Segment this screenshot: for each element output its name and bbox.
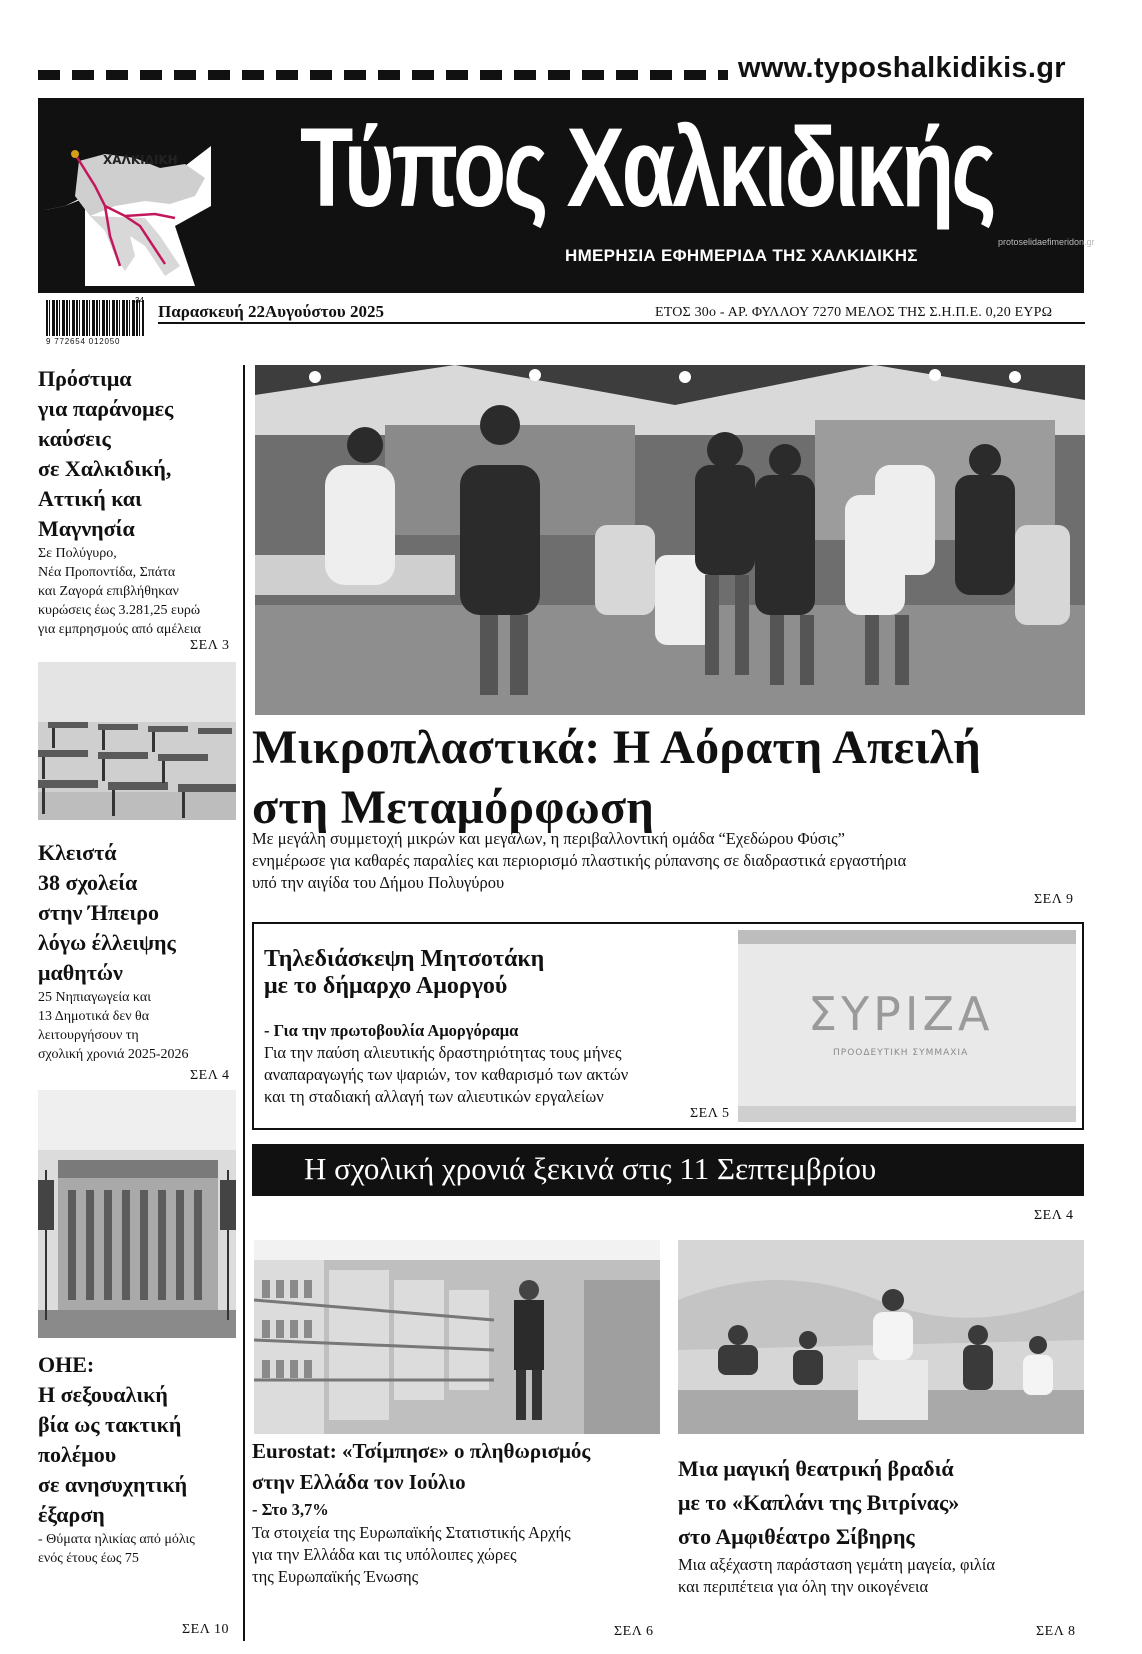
banner-text: Η σχολική χρονιά ξεκινά στις 11 Σεπτεμβρίου: [304, 1151, 877, 1186]
story-summary: Τα στοιχεία της Ευρωπαϊκής Στατιστικής Αρχής για την Ελλάδα και τις υπόλοιπες χώρες της Ευρωπαϊκής Ένωσης: [252, 1523, 571, 1586]
boxed-kicker: - Για την πρωτοβουλία Αμοργόραμα: [264, 1020, 519, 1040]
newspaper-title: Τύπος Χαλκιδικής: [300, 105, 994, 230]
workshop-photo: [255, 365, 1085, 715]
main-headline[interactable]: Μικροπλαστικά: Η Αόρατη Απειλή στη Μεταμόρφωση: [252, 721, 982, 834]
story-summary: Μια αξέχαστη παράσταση γεμάτη μαγεία, φιλία και περιπέτεια για όλη την οικογένεια: [678, 1555, 995, 1596]
header-rule: [158, 322, 1085, 324]
story-headline: ΟΗΕ: Η σεξουαλική βία ως τακτική πολέμου σε ανησυχητική έξαρση: [38, 1352, 188, 1527]
website-url[interactable]: www.typoshalkidikis.gr: [738, 52, 1066, 84]
story-kicker: - Στο 3,7%: [252, 1500, 329, 1519]
syriza-logo-text: ΣΥΡΙΖΑ: [808, 987, 994, 1041]
page-ref: ΣΕΛ 10: [182, 1622, 229, 1637]
story-headline: Πρόστιμα για παράνομες καύσεις σε Χαλκιδική, Αττική και Μαγνησία: [38, 366, 174, 541]
map-label: ΧΑΛΚΙΔΙΚΗ: [103, 153, 178, 167]
un-building-photo: [38, 1090, 236, 1338]
newspaper-subtitle: ΗΜΕΡΗΣΙΑ ΕΦΗΜΕΡΙΔΑ ΤΗΣ ΧΑΛΚΙΔΙΚΗΣ: [565, 246, 918, 265]
sidebar-story-fines[interactable]: [38, 364, 238, 639]
sidebar-story-un[interactable]: [38, 1350, 238, 1568]
source-watermark: protoselidaefimeridon.gr: [998, 237, 1095, 247]
page-ref: ΣΕΛ 9: [1034, 892, 1074, 907]
main-summary: Με μεγάλη συμμετοχή μικρών και μεγάλων, η περιβαλλοντική ομάδα “Εχεδώρου Φύσις” ενημέρωσε για καθαρές παραλίες και περιορισμό πλαστικής ρύπανσης σε διαδραστικά εργαστήρια υπό την αιγίδα του Δήμου Πολυγύρου: [252, 829, 907, 892]
story-summary: Σε Πολύγυρο, Νέα Προποντίδα, Σπάτα και Ζαγορά επιβλήθηκαν κυρώσεις έως 3.281,25 ευρώ για εμπρησμούς από αμέλεια: [38, 546, 201, 637]
classroom-photo: [38, 662, 236, 820]
barcode-issue-number: 34: [135, 296, 144, 305]
barcode-image: [46, 300, 144, 336]
story-headline: Κλειστά 38 σχολεία στην Ήπειρο λόγω έλλειψης μαθητών: [38, 840, 176, 985]
boxed-story-mitsotakis[interactable]: [264, 926, 734, 1108]
page-ref: ΣΕΛ 4: [190, 1068, 230, 1083]
top-dash-rule: [38, 70, 728, 80]
sidebar-story-schools[interactable]: [38, 838, 238, 1064]
boxed-headline: Τηλεδιάσκεψη Μητσοτάκη με το δήμαρχο Αμοργού: [264, 945, 545, 999]
page-ref: ΣΕΛ 3: [190, 638, 230, 653]
school-year-banner[interactable]: [252, 1144, 1084, 1196]
page-ref: ΣΕΛ 6: [614, 1624, 654, 1639]
chalkidiki-map-image: [45, 106, 211, 286]
story-summary: - Θύματα ηλικίας από μόλις ενός έτους έως 75: [38, 1532, 195, 1566]
barcode-number: 9 772654 012050: [46, 337, 121, 346]
boxed-summary: Για την παύση αλιευτικής δραστηριότητας τους μήνες αναπαραγωγής των ψαριών, τον καθαρισμό των ακτών και τη σταδιακή αλλαγή των αλιευτικών εργαλείων: [264, 1042, 629, 1106]
dateline: Παρασκευή 22Αυγούστου 2025: [158, 302, 385, 321]
page-ref: ΣΕΛ 8: [1036, 1624, 1076, 1639]
syriza-sign-photo: [738, 930, 1076, 1122]
page-ref: ΣΕΛ 5: [690, 1106, 730, 1121]
theatre-photo: [678, 1240, 1084, 1434]
issue-info: ΕΤΟΣ 30ο - ΑΡ. ΦΥΛΛΟΥ 7270 ΜΕΛΟΣ ΤΗΣ Σ.Η.Π.Ε. 0,20 ΕΥΡΩ: [655, 305, 1053, 320]
story-summary: 25 Νηπιαγωγεία και 13 Δημοτικά δεν θα λειτουργήσουν τη σχολική χρονιά 2025-2026: [38, 990, 189, 1062]
story-headline: Eurostat: «Τσίμπησε» ο πληθωρισμός στην Ελλάδα τον Ιούλιο: [252, 1439, 591, 1494]
column-divider: [243, 365, 245, 1641]
story-headline: Μια μαγική θεατρική βραδιά με το «Καπλάνι της Βιτρίνας» στο Αμφιθέατρο Σίβηρης: [678, 1456, 960, 1549]
eurostat-story[interactable]: [252, 1436, 662, 1588]
theatre-story[interactable]: [678, 1452, 1088, 1598]
syriza-caption: ΠΡΟΟΔΕΥΤΙΚΗ ΣΥΜΜΑΧΙΑ: [833, 1048, 969, 1058]
supermarket-photo: [254, 1240, 660, 1434]
page-ref: ΣΕΛ 4: [1034, 1208, 1074, 1223]
